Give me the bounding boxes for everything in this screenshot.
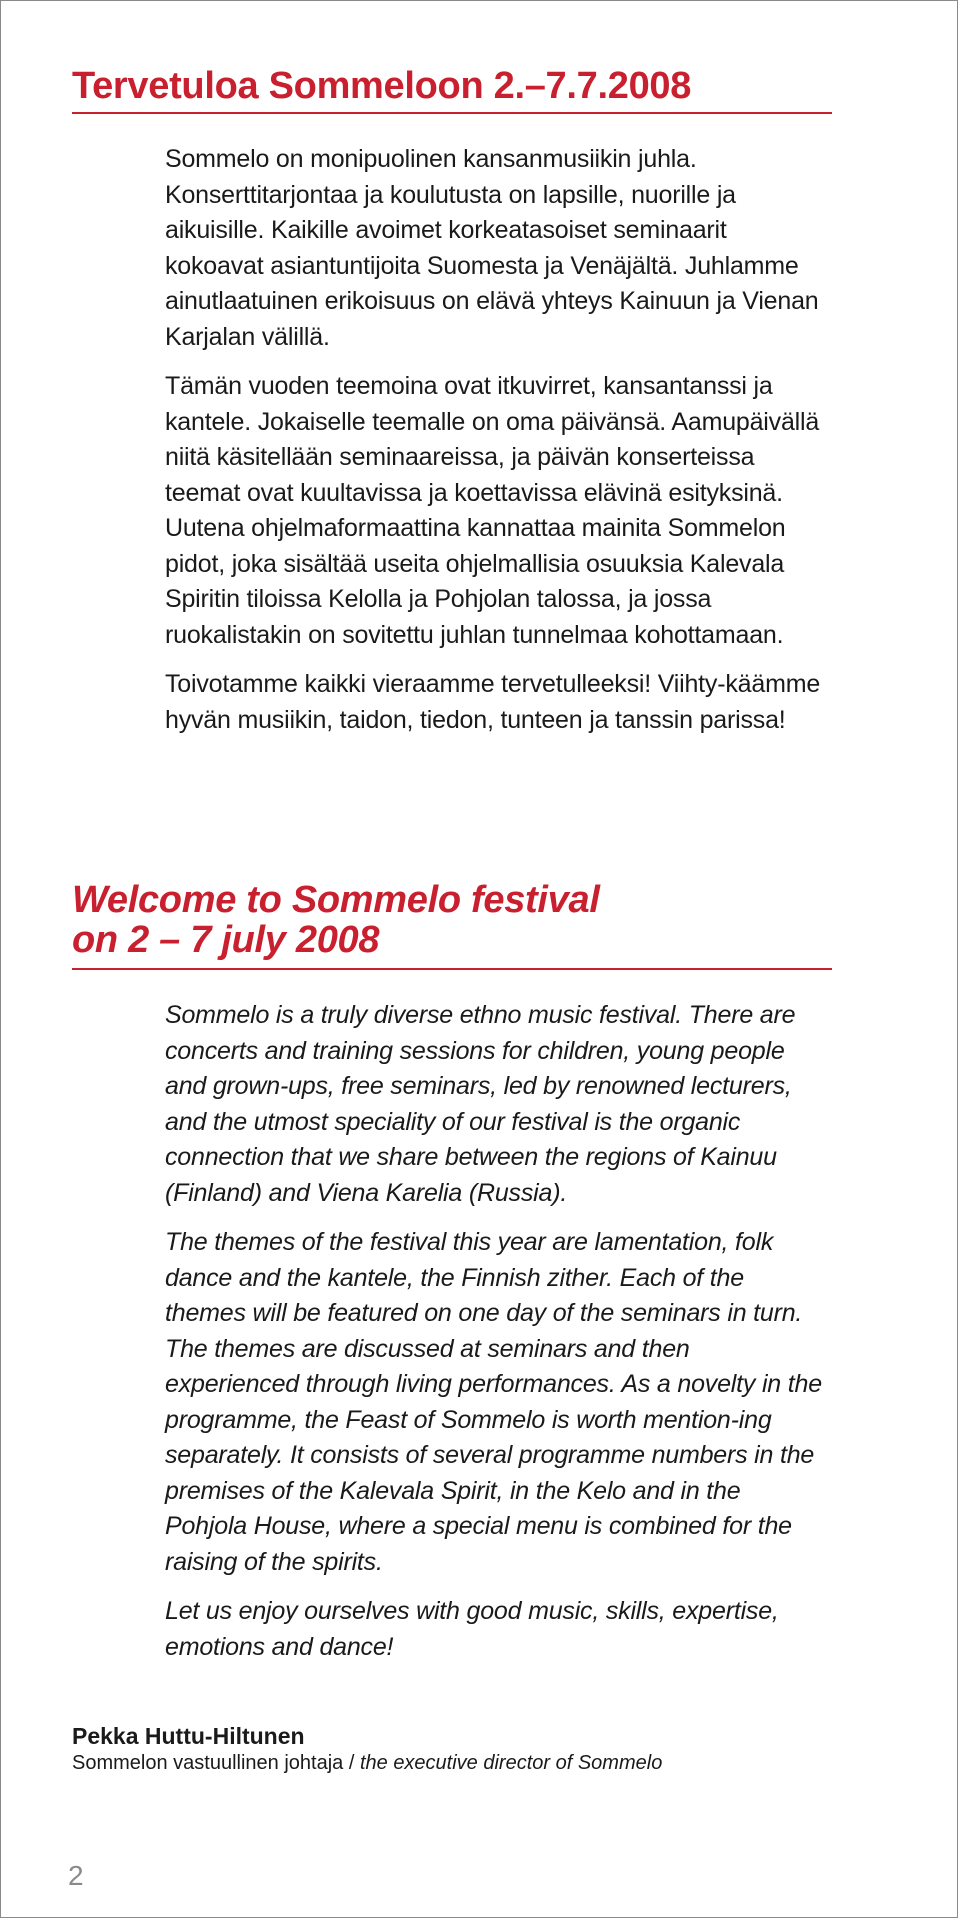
english-heading [72, 880, 832, 970]
english-body [165, 998, 825, 1665]
english-section [72, 880, 832, 1679]
english-paragraph: Sommelo is a truly diverse ethno music festival. There are concerts and training sessions for children, young people and grown-ups, free seminars, led by renowned lecturers, and the utmost speciality of our festival is the organic connection that we share between the regions of Kainuu (Finland) and Viena Karelia (Russia). [165, 1001, 796, 1207]
page-number: 2 [68, 1860, 84, 1891]
signature-role-en: the executive director of Sommelo [359, 1752, 663, 1774]
english-paragraph: Let us enjoy ourselves with good music, skills, expertise, emotions and dance! [165, 1597, 779, 1661]
signature-role [72, 1750, 872, 1776]
finnish-section [72, 66, 832, 752]
finnish-paragraph: Toivotamme kaikki vieraamme tervetulleeksi! Viihty-käämme hyvän musiikin, taidon, tiedon, tunteen ja tanssin parissa! [165, 670, 821, 734]
signature-name: Pekka Huttu-Hiltunen [72, 1723, 305, 1749]
english-heading-line2: on 2 – 7 july 2008 [72, 919, 380, 961]
finnish-heading: Tervetuloa Sommeloon 2.–7.7.2008 [72, 66, 832, 114]
finnish-paragraph: Sommelo on monipuolinen kansanmusiikin juhla. Konserttitarjontaa ja koulutusta on lapsille, nuorille ja aikuisille. Kaikille avoimet korkeatasoiset seminaarit kokoavat asiantuntijoita Suomesta ja Venäjältä. Juhlamme ainutlaatuinen erikoisuus on elävä yhteys Kainuun ja Vienan Karjalan välillä. [165, 145, 819, 351]
signature-block [72, 1722, 872, 1776]
finnish-body [165, 142, 825, 738]
english-heading-line1: Welcome to Sommelo festival [72, 879, 600, 921]
signature-role-fi: Sommelon vastuullinen johtaja / [72, 1752, 360, 1774]
finnish-paragraph: Tämän vuoden teemoina ovat itkuvirret, kansantanssi ja kantele. Jokaiselle teemalle on oma päivänsä. Aamupäivällä niitä käsitellään seminaareissa, ja päivän konserteissa teemat ovat kuultavissa ja koettavissa elävinä esityksinä. Uutena ohjelmaformaattina kannattaa mainita Sommelon pidot, joka sisältää useita ohjelmallisia osuuksia Kalevala Spiritin tiloissa Kelolla ja Pohjolan talossa, ja jossa ruokalistakin on sovitettu juhlan tunnelmaa kohottamaan. [165, 372, 820, 649]
english-paragraph: The themes of the festival this year are lamentation, folk dance and the kantele, the Finnish zither. Each of the themes will be featured on one day of the seminars in turn. The themes are discussed at seminars and then experienced through living performances. As a novelty in the programme, the Feast of Sommelo is worth mention-ing separately. It consists of several programme numbers in the premises of the Kalevala Spirit, in the Kelo and in the Pohjola House, where a special menu is combined for the raising of the spirits. [165, 1228, 822, 1576]
